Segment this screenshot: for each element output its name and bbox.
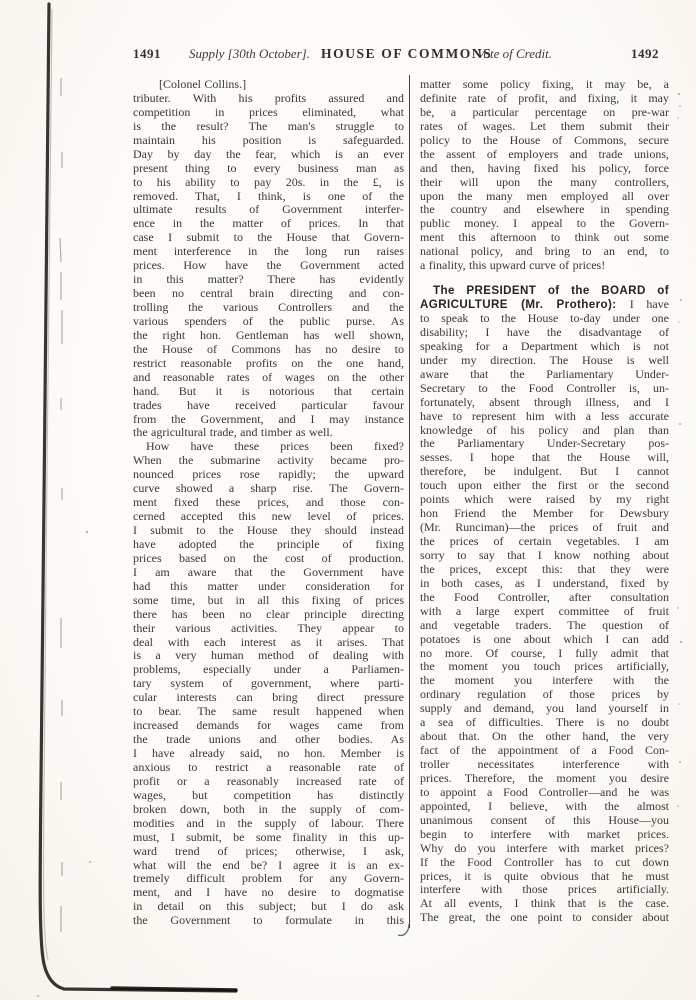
text-line: is the result? The man's struggle to xyxy=(133,119,404,133)
text-line: the Food Controller, after consultation xyxy=(420,590,669,604)
text-line: prices. Therefore, the moment you desire xyxy=(420,771,669,785)
text-line: wages, but competition has distinctly xyxy=(133,788,404,802)
text-line: appointed, I believe, with the almost xyxy=(420,799,669,813)
text-line: I am aware that the Government have xyxy=(133,565,404,579)
text-line: in detail on this subject; but I do ask xyxy=(133,900,404,914)
text-line: sesses. I hope that the House will, xyxy=(420,451,669,465)
text-line: hand. But it is notorious that certain xyxy=(133,384,404,398)
text-line: been no central brain directing and con- xyxy=(133,287,404,301)
speaker-attribution: [Colonel Collins.] xyxy=(159,78,247,91)
text-line: At all events, I think that is the case. xyxy=(420,897,669,911)
text-line: prices. How have the Government acted xyxy=(133,259,404,273)
text-line: profit or a reasonably increased rate of xyxy=(133,774,404,788)
left-column-number: 1491 xyxy=(133,46,161,61)
text-line: the moment you interfere with the xyxy=(420,674,669,688)
text-line: definite rate of profit, and fixing, it may xyxy=(420,91,669,105)
text-line: and then, having fixed his policy, force xyxy=(420,161,669,175)
text-line: If the Food Controller has to cut down xyxy=(420,855,669,869)
text-line: about that. On the other hand, the very xyxy=(420,730,669,744)
text-line: the agricultural trade, and timber as well. xyxy=(133,426,333,440)
text-line: must, I submit, be some finality in this up- xyxy=(133,830,404,844)
bottom-edge-line xyxy=(112,988,236,990)
text-line: had this matter under consideration for xyxy=(133,579,404,593)
text-line: national policy, and bring to an end, to xyxy=(420,245,669,259)
text-line: When the submarine activity became pro- xyxy=(133,454,404,468)
text-line: is a very human method of dealing with xyxy=(133,649,404,663)
text-line: How have these prices been fixed? xyxy=(146,440,404,454)
text-line: in this matter? There has evidently xyxy=(133,273,404,287)
text-line: increased demands for wages came from xyxy=(133,719,404,733)
text-line: unanimous consent of this House—you xyxy=(420,813,669,827)
text-line: cular interests can bring direct pressure xyxy=(133,691,404,705)
page-title: HOUSE OF COMMONS xyxy=(321,46,493,61)
text-line: the moment you touch prices artificially, xyxy=(420,660,669,674)
text-line: there has been no clear principle directing xyxy=(133,607,404,621)
text-line: nounced prices rose rapidly; the upward xyxy=(133,468,404,482)
text-line: supply and demand, you land yourself in xyxy=(420,702,669,716)
text-line: matter some policy fixing, it may be, a xyxy=(420,78,669,91)
text-line: I have already said, no hon. Member is xyxy=(133,747,404,760)
text-line: tary system of government, where parti- xyxy=(133,677,404,691)
text-line: removed. That, I think, is one of the xyxy=(133,189,404,203)
text-line: the prices, except this: that they were xyxy=(420,562,669,576)
text-line: the country and elsewhere in spending xyxy=(420,203,669,217)
text-line: deal with each interest as it arises. That xyxy=(133,635,404,649)
text-line: trades have received particular favour xyxy=(133,398,404,412)
text-line: have to represent him with a less accurate xyxy=(420,409,669,423)
text-line: broken down, both in the supply of com- xyxy=(133,802,404,816)
text-line: and reasonable rates of wages on the other xyxy=(133,370,404,384)
text-line: Why do you interfere with market prices? xyxy=(420,841,669,855)
speaker-name: The PRESIDENT of the BOARD of xyxy=(433,284,669,298)
text-line: ward trend of prices; otherwise, I ask, xyxy=(133,844,404,858)
text-line: problems, especially under a Parliamen- xyxy=(133,663,404,677)
text-line: ordinary regulation of those prices by xyxy=(420,688,669,702)
text-line: maintain his position is safeguarded. xyxy=(133,133,404,147)
text-line: speaking for a Department which is not xyxy=(420,339,669,353)
text-line xyxy=(420,298,669,312)
text-line: their various activities. They appear to xyxy=(133,621,404,635)
text-line: (Mr. Runciman)—the prices of fruit and xyxy=(420,521,669,535)
text-segment: I have xyxy=(629,298,669,312)
text-line: I submit to the House they should instead xyxy=(133,524,404,537)
text-line: the right hon. Gentleman has well shown, xyxy=(133,328,404,342)
text-line: from the Government, and I may instance xyxy=(133,412,404,426)
text-line: ment fixed these prices, and those con- xyxy=(133,496,404,510)
paragraph xyxy=(420,78,669,273)
text-line: trolling the various Controllers and the xyxy=(133,301,404,314)
text-line: interfere with those prices artificially. xyxy=(420,883,669,897)
text-line: various spenders of the public purse. As xyxy=(133,314,404,328)
text-line: ment this afternoon to think out some xyxy=(420,231,669,245)
text-line: present thing to every business man as xyxy=(133,161,404,175)
text-line: to his ability to pay 20s. in the £, is xyxy=(133,175,404,189)
text-line: competition in prices eliminated, what xyxy=(133,105,404,119)
text-line: points which were raised by my right xyxy=(420,493,669,507)
text-line: fact of the appointment of a Food Con- xyxy=(420,744,669,758)
text-line: some time, but in all this fixing of prices xyxy=(133,593,404,607)
text-line: therefore, be indulgent. But I cannot xyxy=(420,465,669,479)
text-line: what will the end be? I agree it is an ex- xyxy=(133,858,404,872)
paragraph xyxy=(133,440,404,928)
text-line: to speak to the House to-day under one xyxy=(420,312,669,325)
text-line: in both cases, as I understand, fixed by xyxy=(420,576,669,590)
text-line: the trade unions and other bodies. As xyxy=(133,733,404,747)
text-line: anxious to restrict a reasonable rate of xyxy=(133,760,404,774)
text-line: touch upon either the first or the second xyxy=(420,479,669,493)
text-line: and vegetable traders. The question of xyxy=(420,618,669,632)
text-line: rates of wages. Let them submit their xyxy=(420,119,669,133)
column-divider-rule xyxy=(409,75,410,928)
text-line: ment interference in the long run raises xyxy=(133,245,404,259)
page-header xyxy=(0,46,696,64)
text-line: a finality, this upward curve of prices! xyxy=(420,259,606,273)
text-line: begin to interfere with market prices. xyxy=(420,827,669,841)
right-column-number: 1492 xyxy=(631,46,659,61)
text-line: their will upon the many controllers, xyxy=(420,175,669,189)
left-running-title: Supply [30th October]. xyxy=(189,46,310,61)
text-line: disability; I have the disadvantage of xyxy=(420,325,669,339)
text-line: case I submit to the House that Govern- xyxy=(133,231,404,245)
text-line: no more. Of course, I fully admit that xyxy=(420,646,669,660)
text-line: under my direction. The House is well xyxy=(420,353,669,367)
text-line: to appoint a Food Controller—and he was xyxy=(420,785,669,799)
text-line: modities and in the supply of labour. There xyxy=(133,816,404,830)
paragraph xyxy=(133,92,404,440)
text-line: knowledge of his policy and plan than xyxy=(420,423,669,437)
text-line: troller necessitates interference with xyxy=(420,758,669,771)
right-text-column xyxy=(420,78,669,925)
text-line: the assent of employers and trade unions, xyxy=(420,147,669,161)
text-line: the Government to formulate in this xyxy=(133,914,404,928)
text-line: Secretary to the Food Controller is, un- xyxy=(420,381,669,395)
text-line: policy to the House of Commons, secure xyxy=(420,133,669,147)
text-line: prices based on the cost of production. xyxy=(133,551,404,565)
text-line: have adopted the principle of fixing xyxy=(133,537,404,551)
text-line: ment, and I have no desire to dogmatise xyxy=(133,886,404,900)
text-line: with a large expert committee of fruit xyxy=(420,604,669,618)
text-line: sorry to say that I know nothing about xyxy=(420,548,669,562)
text-line: curve showed a sharp rise. The Govern- xyxy=(133,482,404,496)
text-line: the prices of certain vegetables. I am xyxy=(420,535,669,548)
text-line xyxy=(420,284,669,298)
text-line: ultimate results of Government interfer- xyxy=(133,203,404,217)
text-line: tremely difficult problem for any Govern- xyxy=(133,872,404,886)
paragraph xyxy=(420,284,669,925)
text-line: upon the many men employed all over xyxy=(420,189,669,203)
text-line: prices, it is quite obvious that he must xyxy=(420,869,669,883)
text-line: to bear. The same result happened when xyxy=(133,705,404,719)
text-line: The great, the one point to consider about xyxy=(420,911,669,925)
text-line: fortunately, absent through illness, and I xyxy=(420,395,669,409)
speaker-name: AGRICULTURE (Mr. Prothero): xyxy=(420,298,630,312)
text-line: cerned accepted this new level of prices. xyxy=(133,510,404,524)
left-text-column xyxy=(133,78,404,928)
text-line: the House of Commons has no desire to xyxy=(133,342,404,356)
text-line: potatoes is one about which I can add xyxy=(420,632,669,646)
binding-edge-rough xyxy=(43,10,52,960)
text-line: the Parliamentary Under-Secretary pos- xyxy=(420,437,669,451)
text-line: aware that the Parliamentary Under- xyxy=(420,367,669,381)
text-line: hon Friend the Member for Dewsbury xyxy=(420,507,669,521)
right-running-title: Vote of Credit. xyxy=(477,46,552,61)
margin-marks xyxy=(60,78,62,932)
text-line: ence in the matter of prices. In that xyxy=(133,217,404,231)
text-line: tributer. With his profits assured and xyxy=(133,91,404,105)
text-line: a sea of difficulties. There is no doubt xyxy=(420,716,669,730)
text-line: Day by day the fear, which is an ever xyxy=(133,147,404,161)
text-line: restrict reasonable profits on the one hand, xyxy=(133,356,404,370)
text-line: public money. I appeal to the Govern- xyxy=(420,217,669,231)
text-line: be, a particular percentage on pre-war xyxy=(420,105,669,119)
